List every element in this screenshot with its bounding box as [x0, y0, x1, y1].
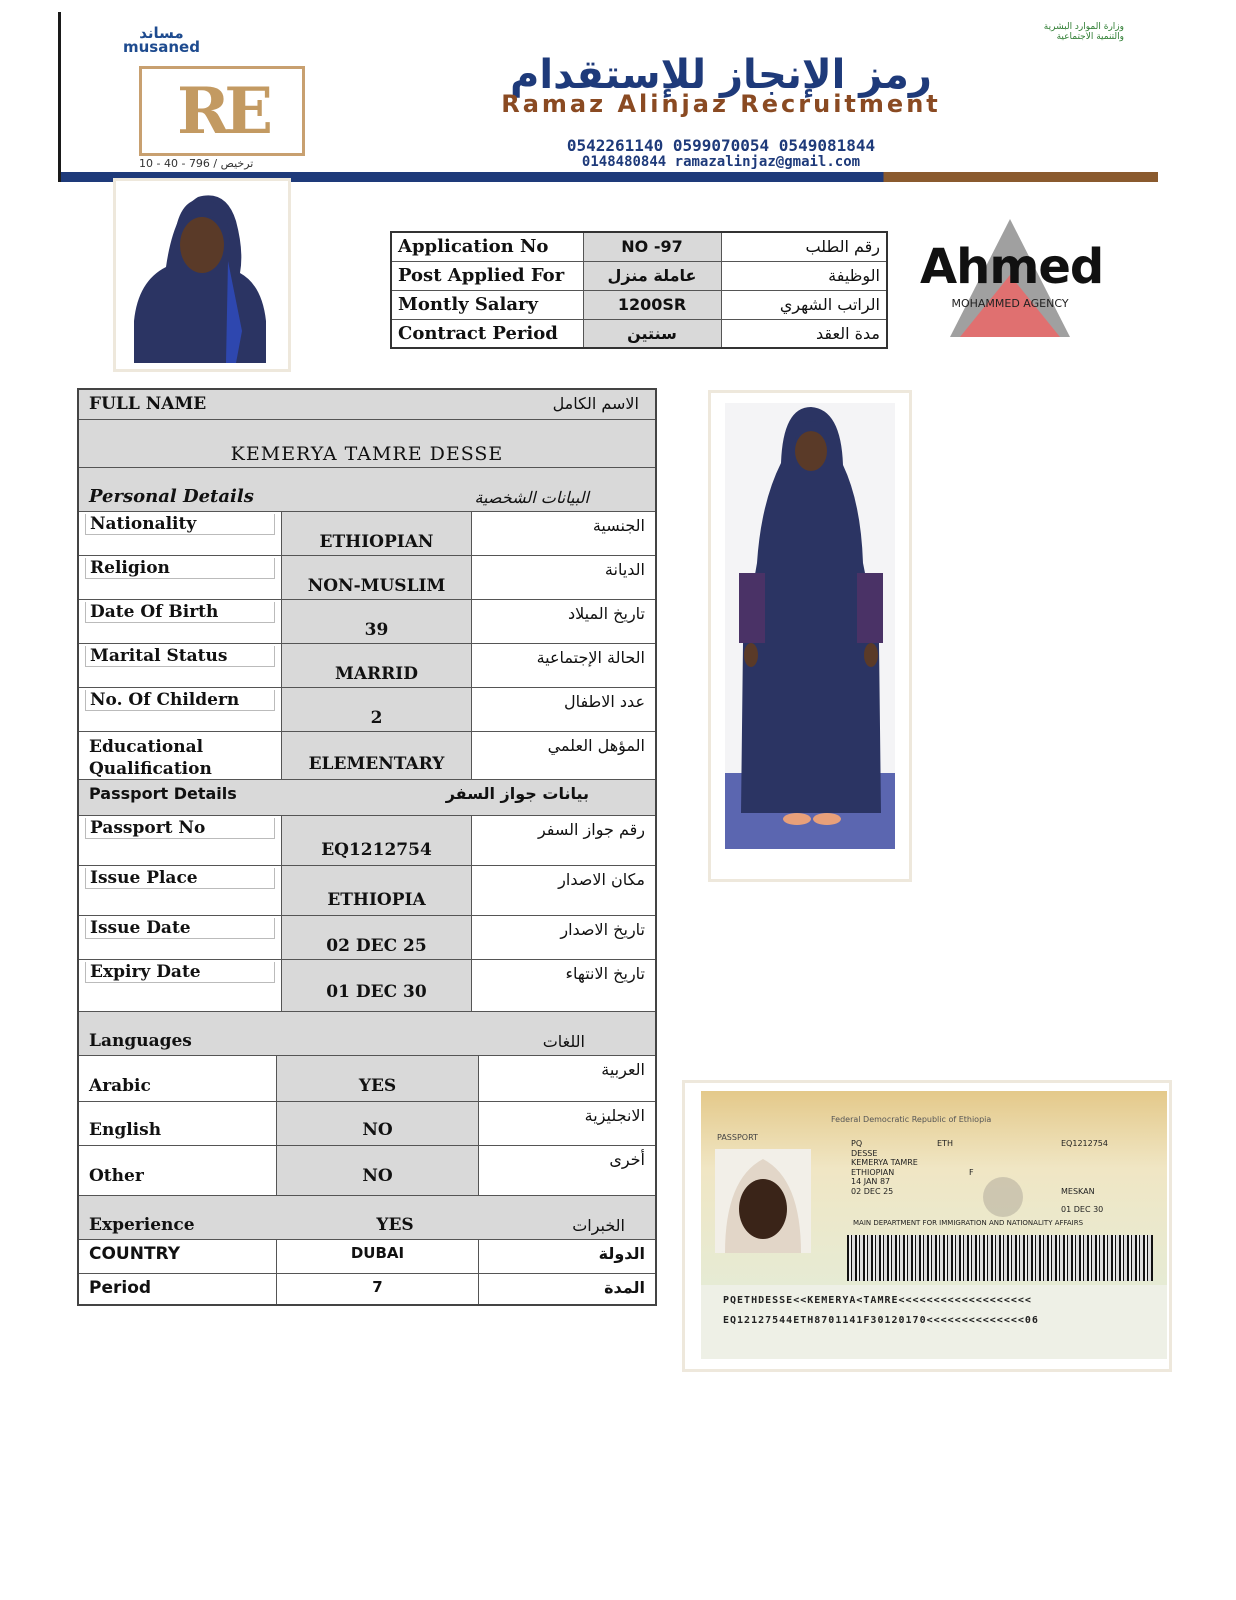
- section-title: Passport Details: [89, 784, 237, 803]
- license-number: ترخيص / 796 - 40 - 10: [139, 157, 254, 170]
- passport-fields: PQ DESSE KEMERYA TAMRE ETHIOPIAN 14 JAN 87 02 DEC 25: [851, 1139, 918, 1196]
- field-label-arabic: الحالة الإجتماعية: [536, 648, 645, 667]
- passport-scan: [682, 1080, 1172, 1372]
- agency-logo: [920, 215, 1104, 345]
- field-label-arabic: المدة: [604, 1278, 645, 1297]
- field-label-arabic: تاريخ الميلاد: [568, 604, 645, 623]
- table-row: [79, 1274, 655, 1304]
- field-label: No. Of Childern: [79, 688, 282, 731]
- field-value: ETHIOPIA: [282, 866, 472, 915]
- full-name-row: [79, 420, 655, 468]
- section-title: Experience: [89, 1215, 195, 1235]
- table-row: [79, 1240, 655, 1274]
- field-value: 02 DEC 25: [282, 916, 472, 959]
- section-title-arabic: الخبرات: [572, 1216, 625, 1235]
- field-value: EQ1212754: [282, 816, 472, 865]
- field-label-arabic: رقم جواز السفر: [537, 820, 645, 839]
- table-row: [79, 1056, 655, 1102]
- agency-subtitle: MOHAMMED AGENCY: [951, 297, 1069, 310]
- info-label-arabic: رقم الطلب: [721, 232, 887, 261]
- field-label: COUNTRY: [79, 1240, 277, 1273]
- passport-barcode: [847, 1235, 1153, 1281]
- table-row: [391, 290, 887, 319]
- info-label-arabic: الراتب الشهري: [721, 290, 887, 319]
- info-value: NO -97: [583, 232, 721, 261]
- passport-details-header: [79, 780, 655, 816]
- agency-emblem: RE: [139, 66, 305, 156]
- info-label: Montly Salary: [391, 290, 583, 319]
- full-name-label-arabic: الاسم الكامل: [552, 394, 639, 413]
- passport-sex: F: [969, 1168, 974, 1177]
- field-label-arabic: تاريخ الاصدار: [560, 920, 645, 939]
- field-label-arabic: تاريخ الانتهاء: [565, 964, 645, 983]
- field-value: 7: [277, 1274, 479, 1304]
- section-title: Personal Details: [89, 486, 254, 507]
- field-label-arabic: المؤهل العلمي: [547, 736, 645, 755]
- passport-ghost-photo: [981, 1175, 1025, 1219]
- field-label: Passport No: [79, 816, 282, 865]
- table-row: [79, 1146, 655, 1196]
- company-title-english: Ramaz Alinjaz Recruitment: [501, 90, 941, 118]
- field-label-arabic: الديانة: [604, 560, 645, 579]
- experience-value: YES: [376, 1215, 414, 1235]
- section-title-arabic: البيانات الشخصية: [474, 488, 589, 507]
- info-value: سنتين: [583, 319, 721, 348]
- table-row: [79, 866, 655, 916]
- table-row: [79, 960, 655, 1012]
- field-label: Issue Place: [79, 866, 282, 915]
- company-title-arabic: رمز الإنجاز للإستقدام: [510, 52, 932, 98]
- table-row: [79, 556, 655, 600]
- field-value: NON-MUSLIM: [282, 556, 472, 599]
- agency-name: Ahmed: [920, 239, 1104, 295]
- field-label-arabic: عدد الاطفال: [563, 692, 645, 711]
- table-row: [79, 732, 655, 780]
- field-value: 39: [282, 600, 472, 643]
- head-photo: [113, 178, 291, 372]
- field-value: DUBAI: [277, 1240, 479, 1273]
- language-value: NO: [277, 1102, 479, 1145]
- info-label-arabic: الوظيفة: [721, 261, 887, 290]
- field-value: ELEMENTARY: [282, 732, 472, 779]
- contact-email: 0148480844 ramazalinjaz@gmail.com: [581, 154, 861, 170]
- section-title-arabic: اللغات: [542, 1032, 585, 1051]
- field-label: Issue Date: [79, 916, 282, 959]
- table-row: [79, 916, 655, 960]
- field-label-arabic: الدولة: [598, 1244, 645, 1263]
- full-name-label: FULL NAME: [89, 394, 207, 414]
- ministry-logo: وزارة الموارد البشرية والتنمية الاجتماعية: [1043, 22, 1124, 42]
- passport-header: Federal Democratic Republic of Ethiopia: [831, 1115, 992, 1124]
- table-row: [79, 644, 655, 688]
- language-name: English: [79, 1102, 277, 1145]
- musaned-logo: مساند musaned: [123, 24, 200, 56]
- table-row: [391, 319, 887, 348]
- passport-label: PASSPORT: [717, 1133, 758, 1142]
- application-info-table: [390, 231, 888, 349]
- info-value: 1200SR: [583, 290, 721, 319]
- table-row: [79, 1102, 655, 1146]
- info-value: عاملة منزل: [583, 261, 721, 290]
- field-label-arabic: الجنسية: [592, 516, 645, 535]
- table-row: [391, 232, 887, 261]
- table-row: [79, 600, 655, 644]
- language-name-arabic: العربية: [601, 1060, 645, 1079]
- field-value: ETHIOPIAN: [282, 512, 472, 555]
- info-label: Contract Period: [391, 319, 583, 348]
- language-value: YES: [277, 1056, 479, 1101]
- field-label: Religion: [79, 556, 282, 599]
- passport-mrz-line2: EQ12127544ETH8701141F30120170<<<<<<<<<<<<<<06: [723, 1315, 1039, 1326]
- field-label: Nationality: [79, 512, 282, 555]
- passport-mrz-line1: PQETHDESSE<<KEMERYA<TAMRE<<<<<<<<<<<<<<<<<<<: [723, 1295, 1032, 1306]
- cv-details-table: [77, 388, 657, 1306]
- section-title: Languages: [89, 1031, 192, 1051]
- info-label-arabic: مدة العقد: [721, 319, 887, 348]
- language-value: NO: [277, 1146, 479, 1195]
- field-label: Educational Qualification: [79, 732, 282, 779]
- experience-header: [79, 1196, 655, 1240]
- table-row: [79, 512, 655, 556]
- header-banner: [58, 12, 1158, 182]
- full-name-value: KEMERYA TAMRE DESSE: [230, 443, 504, 465]
- field-value: 2: [282, 688, 472, 731]
- passport-country: ETH: [937, 1139, 953, 1148]
- language-name-arabic: أخرى: [609, 1150, 645, 1169]
- field-value: MARRID: [282, 644, 472, 687]
- passport-authority: MAIN DEPARTMENT FOR IMMIGRATION AND NATIONALITY AFFAIRS: [853, 1219, 1084, 1227]
- language-name-arabic: الانجليزية: [584, 1106, 645, 1125]
- full-name-header: [79, 390, 655, 420]
- personal-details-header: [79, 468, 655, 512]
- field-label: Marital Status: [79, 644, 282, 687]
- language-name: Arabic: [79, 1056, 277, 1101]
- full-body-photo: [708, 390, 912, 882]
- field-label-arabic: مكان الاصدار: [558, 870, 645, 889]
- section-title-arabic: بيانات جواز السفر: [445, 784, 589, 803]
- field-label: Expiry Date: [79, 960, 282, 1011]
- table-row: [391, 261, 887, 290]
- table-row: [79, 688, 655, 732]
- field-label: Period: [79, 1274, 277, 1304]
- language-name: Other: [79, 1146, 277, 1195]
- passport-holder-photo: [715, 1149, 811, 1253]
- table-row: [79, 816, 655, 866]
- passport-right-fields: EQ1212754 MESKAN 01 DEC 30: [1061, 1139, 1108, 1214]
- info-label: Application No: [391, 232, 583, 261]
- field-label: Date Of Birth: [79, 600, 282, 643]
- languages-header: [79, 1012, 655, 1056]
- info-label: Post Applied For: [391, 261, 583, 290]
- field-value: 01 DEC 30: [282, 960, 472, 1011]
- phone-numbers: 0542261140 0599070054 0549081844: [566, 136, 876, 155]
